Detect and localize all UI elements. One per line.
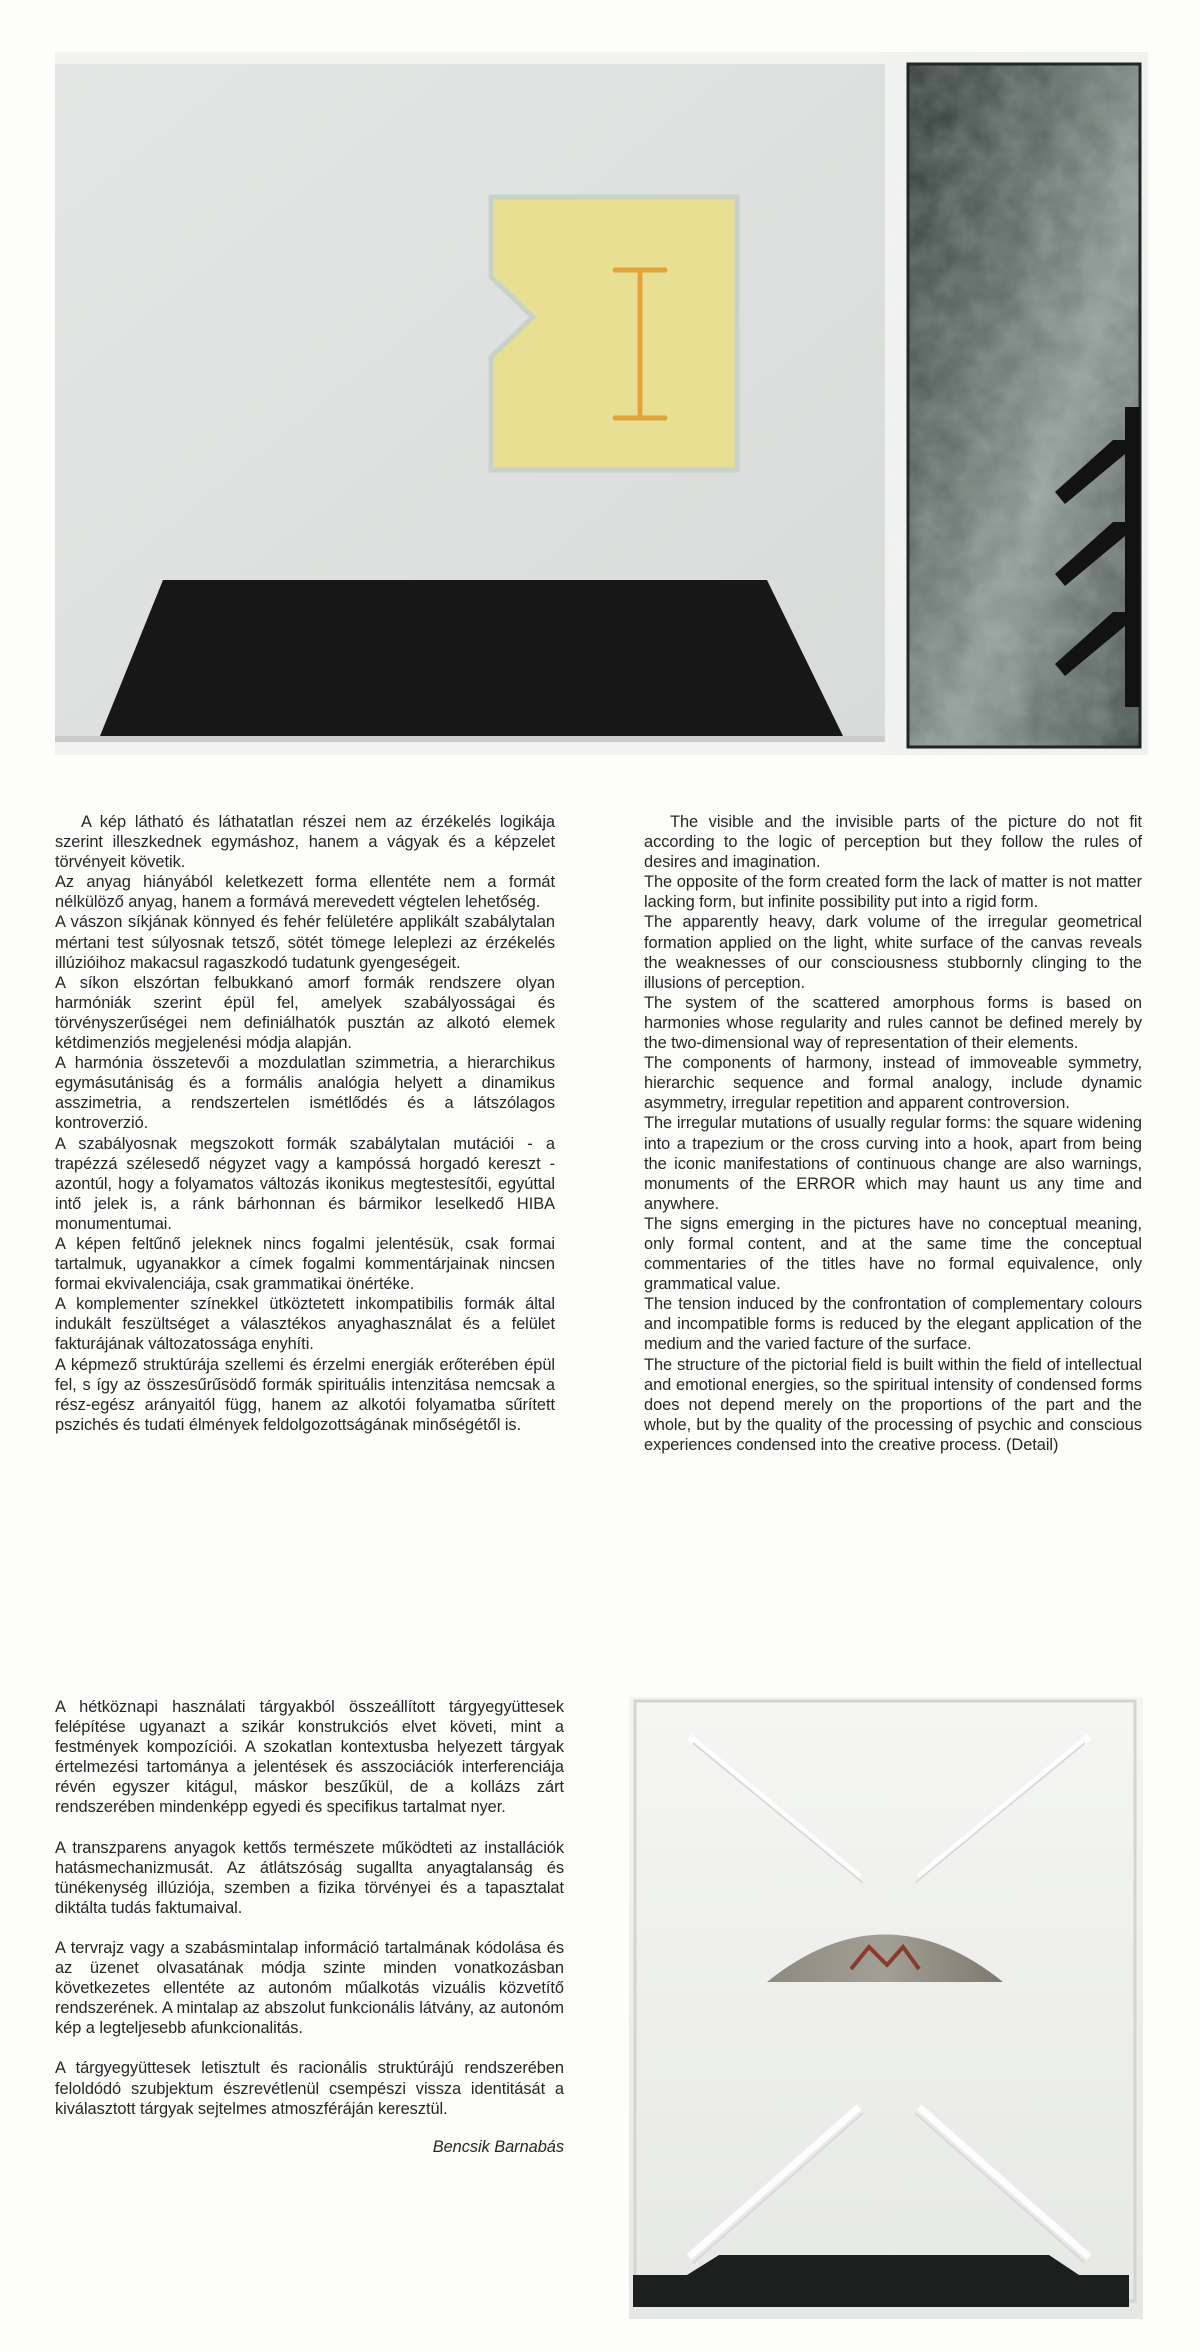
paragraph: A tervrajz vagy a szabásmintalap információ tartalmának kódolása és az üzenet olvasatának módja szinte minden vonatkozásban következetes ellentéte az autonóm műalkotás vizuális közvetítő rendszerének. A mintalap az abszolut funkcionális látvány, az autonóm kép a legteljesebb afunkcionalitás. bbox=[55, 1938, 564, 2038]
yellow-panel bbox=[491, 197, 737, 470]
paragraph: Az anyag hiányából keletkezett forma ellentéte nem a formát nélkülöző anyag, hanem a formává merevedett végtelen lehetőség. bbox=[55, 873, 555, 912]
paragraph: A komplementer színekkel ütköztetett inkompatibilis formák által indukált feszültséget a választékos anyaghasználat és a felület fakturájának változatossága enyhíti. bbox=[55, 1295, 555, 1354]
paragraph: A hétköznapi használati tárgyakból összeállított tárgyegyüttesek felépítése ugyanazt a szikár konstrukciós elvet követi, mint a festmények kompozíciói. A szokatlan kontextusba helyezett tárgyak értelmezési tartománya a jelentések és asszociációk interferenciája révén egyszer kitágul, máskor beszűkül, de a kollázs zárt rendszerében mindenképp egyedi és specifikus tartalmat nyer. bbox=[55, 1698, 564, 1817]
paragraph: A harmónia összetevői a mozdulatlan szimmetria, a hierarchikus egymásutániság és a formális analógia helyett a dinamikus asszimetria, a rendszertelen ismétlődés és a látszólagos kontroverzió. bbox=[55, 1054, 555, 1133]
transparent-panel bbox=[629, 1697, 1143, 2319]
artwork-bottom-photo bbox=[629, 1697, 1143, 2319]
artwork-bottom-svg bbox=[629, 1697, 1143, 2319]
paragraph: The tension induced by the confrontation of complementary colours and incompatible forms is reduced by the elegant application of the medium and the varied facture of the surface. bbox=[644, 1295, 1142, 1354]
paragraph: The irregular mutations of usually regular forms: the square widening into a trapezium or the cross curving into a hook, apart from being the iconic manifestations of continuous change are also warnings, monuments of the ERROR which may haunt us any time and anywhere. bbox=[644, 1114, 1142, 1213]
installation-text-column bbox=[55, 1697, 564, 2157]
english-column bbox=[644, 812, 1142, 1455]
paragraph: A vászon síkjának könnyed és fehér felületére applikált szabálytalan mértani test súlyosnak tetsző, sötét tömege leleplezi az érzékelés illúzióihoz makacsul ragaszkodó tudatunk gyengeségeit. bbox=[55, 913, 555, 972]
paragraph: The visible and the invisible parts of the picture do not fit according to the logic of perception but they follow the rules of desires and imagination. bbox=[644, 813, 1142, 872]
artwork-top-svg bbox=[55, 52, 1148, 755]
slab-texture bbox=[908, 64, 1140, 747]
paragraph: The signs emerging in the pictures have no conceptual meaning, only formal content, and at the same time the conceptual commentaries of the titles have no formal equivalence, only grammatical value. bbox=[644, 1214, 1142, 1294]
paragraph: A képen feltűnő jeleknek nincs fogalmi jelentésük, csak formai tartalmuk, ugyanakkor a címek fogalmi kommentárjainak nincsen formai ekvivalenciája, csak grammatikai önértéke. bbox=[55, 1234, 555, 1294]
black-trapezoid bbox=[100, 580, 843, 736]
paragraph: The system of the scattered amorphous forms is based on harmonies whose regularity and rules cannot be defined merely by the two-dimensional way of representation of their elements. bbox=[644, 993, 1142, 1053]
dark-base-object bbox=[633, 2255, 1129, 2307]
paragraph: A kép látható és láthatatlan részei nem az érzékelés logikája szerint illeszkednek egymáshoz, hanem a vágyak és a képzelet törvényeit követik. bbox=[55, 813, 555, 872]
paragraph: The apparently heavy, dark volume of the irregular geometrical formation applied on the light, white surface of the canvas reveals the weaknesses of our consciousness stubbornly clinging to the illusions of perception. bbox=[644, 913, 1142, 992]
canvas-shadow bbox=[55, 736, 885, 742]
paragraph: A síkon elszórtan felbukkanó amorf formák rendszere olyan harmóniák szerint épül fel, amelyek szabályosságai és törvényszerűségei nem definiálhatók pusztán az alkotó elemek kétdimenziós megjelenési módja alapján. bbox=[55, 973, 555, 1053]
paragraph: A szabályosnak megszokott formák szabálytalan mutációi - a trapézzá szélesedő négyzet vagy a kampóssá horgadó kereszt - azontúl, hogy a folyamatos változás ikonikus megtestesítői, egyúttal intő jelek is, a ránk bárhonnan és bármikor leselkedő HIBA monumentumai. bbox=[55, 1134, 555, 1233]
paragraph: The opposite of the form created form the lack of matter is not matter lacking form, but infinite possibility put into a rigid form. bbox=[644, 873, 1142, 912]
paragraph: A transzparens anyagok kettős természete működteti az installációk hatásmechanizmusát. Az átlátszóság sugallta anyagtalanság és tünékenység illúziója, szemben a fizika törvényei és a tapasztalat diktálta tudás faktumaival. bbox=[55, 1838, 564, 1917]
author-signature: Bencsik Barnabás bbox=[432, 2137, 564, 2156]
paragraph: A tárgyegyüttesek letisztult és racionális struktúrájú rendszerében feloldódó szubjektum észrevétlenül csempészi vissza identitását a kiválasztott tárgyak sejtelmes atmoszféráján keresztül. bbox=[55, 2059, 564, 2118]
artwork-top-photo bbox=[55, 52, 1148, 755]
paragraph: A képmező struktúrája szellemi és érzelmi energiák erőterében épül fel, s így az összesűrűsödő formák spirituális intenzitása nemcsak a rész-egész arányaitól függ, hanem az alkotói folyamatba sűrített pszichés és tudati élmények feldolgozottságának minőségétől is. bbox=[55, 1355, 555, 1434]
paragraph: The structure of the pictorial field is built within the field of intellectual and emotional energies, so the spiritual intensity of condensed forms does not depend merely on the proportions of the part and the whole, but by the quality of the processing of psychic and conscious experiences condensed into the creative process. (Detail) bbox=[644, 1355, 1142, 1454]
hungarian-column bbox=[55, 812, 555, 1435]
paragraph: The components of harmony, instead of immoveable symmetry, hierarchic sequence and formal analogy, include dynamic asymmetry, irregular repetition and apparent controversion. bbox=[644, 1054, 1142, 1113]
